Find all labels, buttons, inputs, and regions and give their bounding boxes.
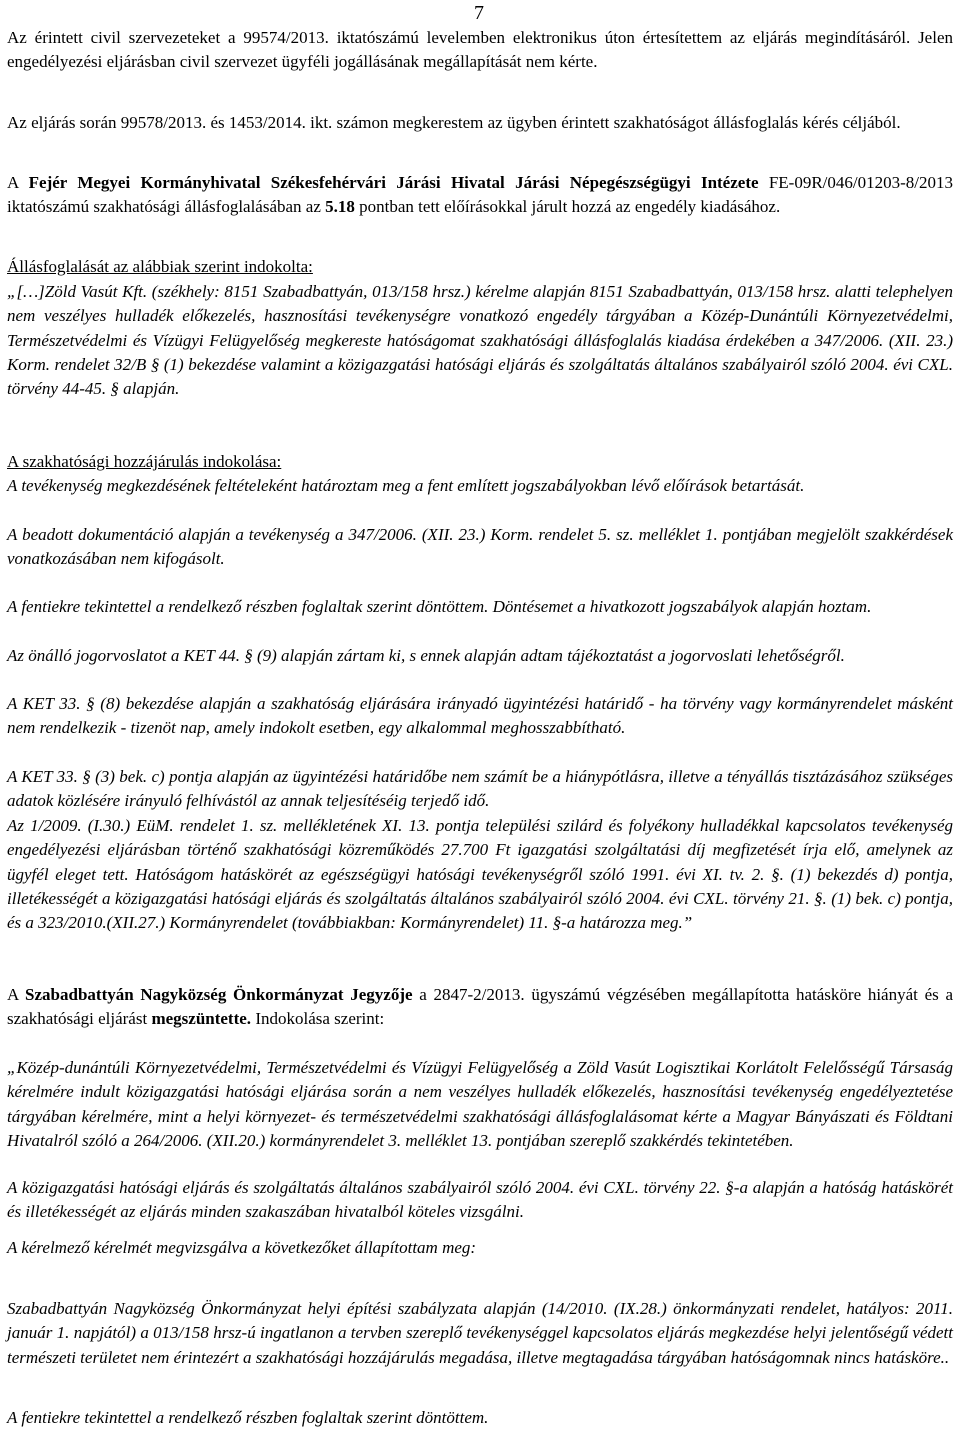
paragraph-decision-basis: A fentiekre tekintettel a rendelkező részben foglaltak szerint döntöttem. Döntésemet a hivatkozott jogszabályok alapján hoztam. [7,597,872,616]
justification-heading: A szakhatósági hozzájárulás indokolása: [7,452,282,471]
paragraph-authority-request: Az eljárás során 99578/2013. és 1453/2014. ikt. számon megkerestem az ügyben érintett szakhatóságot állásfoglalás kérés céljából. [7,113,901,132]
paragraph-fee-and-competence: Az 1/2009. (I.30.) EüM. rendelet 1. sz. mellékletének XI. 13. pontja települési szilárd és folyékony hulladékkal kapcsolatos tevékenység engedélyezési eljárásban történő szakhatósági közreműködés 27.700 Ft igazgatási szolgáltatási díj megfizetését írja elő, amelynek az ügyfél eleget tett. Hatóságom hatáskörét az egészségügyi hatósági tevékenységről szóló 1991. évi XI. tv. 2. §. (1) bekezdés d) pontja, illetékességét a közigazgatási hatósági eljárás és szolgáltatás általános szabályairól szóló 2004. évi CXL. törvény 21. §. (1) bek. c) pontja, és a 323/2010.(XII.27.) Kormányrendelet (továbbiakban: Kormányrendelet) 11. §-a határozza meg.” [7,816,953,933]
paragraph-remedy: Az önálló jogorvoslatot a KET 44. § (9) alapján zártam ki, s ennek alapján adtam tájékoztatást a jogorvoslati lehetőségről. [7,646,845,665]
paragraph-conditions: A tevékenység megkezdésének feltételeként határoztam meg a fent említett jogszabályokban lévő előírások betartását. [7,476,805,495]
notary-name: Szabadbattyán Nagyközség Önkormányzat Jegyzője [25,985,413,1004]
paragraph-notary-decision: A Szabadbattyán Nagyközség Önkormányzat Jegyzője a 2847-2/2013. ügyszámú végzésében megállapította hatásköre hiányát és a szakhatósági eljárást megszüntette. Indokolása szerint: [7,985,953,1029]
paragraph-quoted-opinion: „[…]Zöld Vasút Kft. (székhely: 8151 Szabadbattyán, 013/158 hrsz.) kérelme alapján 8151 Szabadbattyán, 013/158 hrsz. alatti telephelyen nem veszélyes hulladék előkezelés, hasznosítási tevékenységre vonatkozó engedély tárgyában a Közép-Dunántúli Környezetvédelmi, Természetvédelmi és Vízügyi Felügyelőség megkereste hatóságomat szakhatósági állásfoglalás kiadása érdekében a 347/2006. (XII. 23.) Korm. rendelet 32/B § (1) bekezdése valamint a közigazgatási hatósági eljárás és szolgáltatás általános szabályairól szóló 2004. évi CXL. törvény 44-45. § alapján. [7,282,953,399]
paragraph-final-decision: A fentiekre tekintettel a rendelkező részben foglaltak szerint döntöttem. [7,1408,489,1427]
paragraph-building-code: Szabadbattyán Nagyközség Önkormányzat helyi építési szabályzata alapján (14/2010. (IX.28.) önkormányzati rendelet, hatályos: 2011. január 1. napjától) a 013/158 hrsz-ú ingatlanon a tervben szereplő tevékenységgel kapcsolatos eljárás megkezdése helyi jelentőségű védett természeti területet nem érintezért a szakhatósági hozzájárulás megadása, illetve megtagadása tárgyában hatóságomnak nincs hatásköre.. [7,1299,953,1367]
point-reference: 5.18 [325,197,355,217]
paragraph-civil-notice: Az érintett civil szervezeteket a 99574/2013. iktatószámú levelemben elektronikus úton értesítettem az eljárás megindításáról. Jelen engedélyezési eljárásban civil szervezet ügyféli jogállásának megállapítását nem kérte. [7,28,953,72]
paragraph-documentation: A beadott dokumentáció alapján a tevékenység a 347/2006. (XII. 23.) Korm. rendelet 5. sz. melléklet 1. pontjában megjelölt szakkérdések vonatkozásában nem kifogásolt. [7,525,953,569]
paragraph-competence-check: A közigazgatási hatósági eljárás és szolgáltatás általános szabályairól szóló 2004. évi CXL. törvény 22. §-a alapján a hatóság hatáskörét és illetékességét az eljárás minden szakaszában hivatalból köteles vizsgálni. [7,1178,953,1222]
paragraph-health-office-opinion: A Fejér Megyei Kormányhivatal Székesfehérvári Járási Hivatal Járási Népegészségügyi Intézete FE-09R/046/01203-8/2013 iktatószámú szakhatósági állásfoglalásában az 5.18 pontban tett előírásokkal járult hozzá az engedély kiadásához. [7,173,954,217]
opinion-heading: Állásfoglalását az alábbiak szerint indokolta: [7,257,313,276]
paragraph-deadline: A KET 33. § (8) bekezdése alapján a szakhatóság eljárására irányadó ügyintézési határidő - ha törvény vagy kormányrendelet másként nem rendelkezik - tizenöt nap, amely indokolt esetben, egy alkalommal meghosszabbítható. [7,694,953,738]
page-number: 7 [474,2,484,24]
paragraph-deadline-exclusion: A KET 33. § (3) bek. c) pontja alapján az ügyintézési határidőbe nem számít be a hiánypótlásra, illetve a tényállás tisztázásához szükséges adatok közlésére irányuló felhívástól az annak teljesítéséig terjedő idő. [7,767,953,811]
paragraph-findings-intro: A kérelmező kérelmét megvizsgálva a következőket állapítottam meg: [7,1238,477,1257]
paragraph-quoted-notary: „Közép-dunántúli Környezetvédelmi, Természetvédelmi és Vízügyi Felügyelőség a Zöld Vasút Logisztikai Korlátolt Felelősségű Társaság kérelmére indult közigazgatási hatósági eljárása során a nem veszélyes hulladék előkezelés, hasznosítási tevékenység engedélyeztetése tárgyában kérelmére, mint a helyi környezet- és természetvédelmi szakhatósági állásfoglalásomat kérte a Magyar Bányászati és Földtani Hivatalról szóló a 264/2006. (XII.20.) kormányrendelet 3. melléklet 13. pontjában szereplő szakkérdés tekintetében. [7,1058,953,1150]
terminated-word: megszüntette. [151,1009,252,1029]
health-office-name: Fejér Megyei Kormányhivatal Székesfehérvári Járási Hivatal Járási Népegészségügyi Intézete [28,173,759,192]
